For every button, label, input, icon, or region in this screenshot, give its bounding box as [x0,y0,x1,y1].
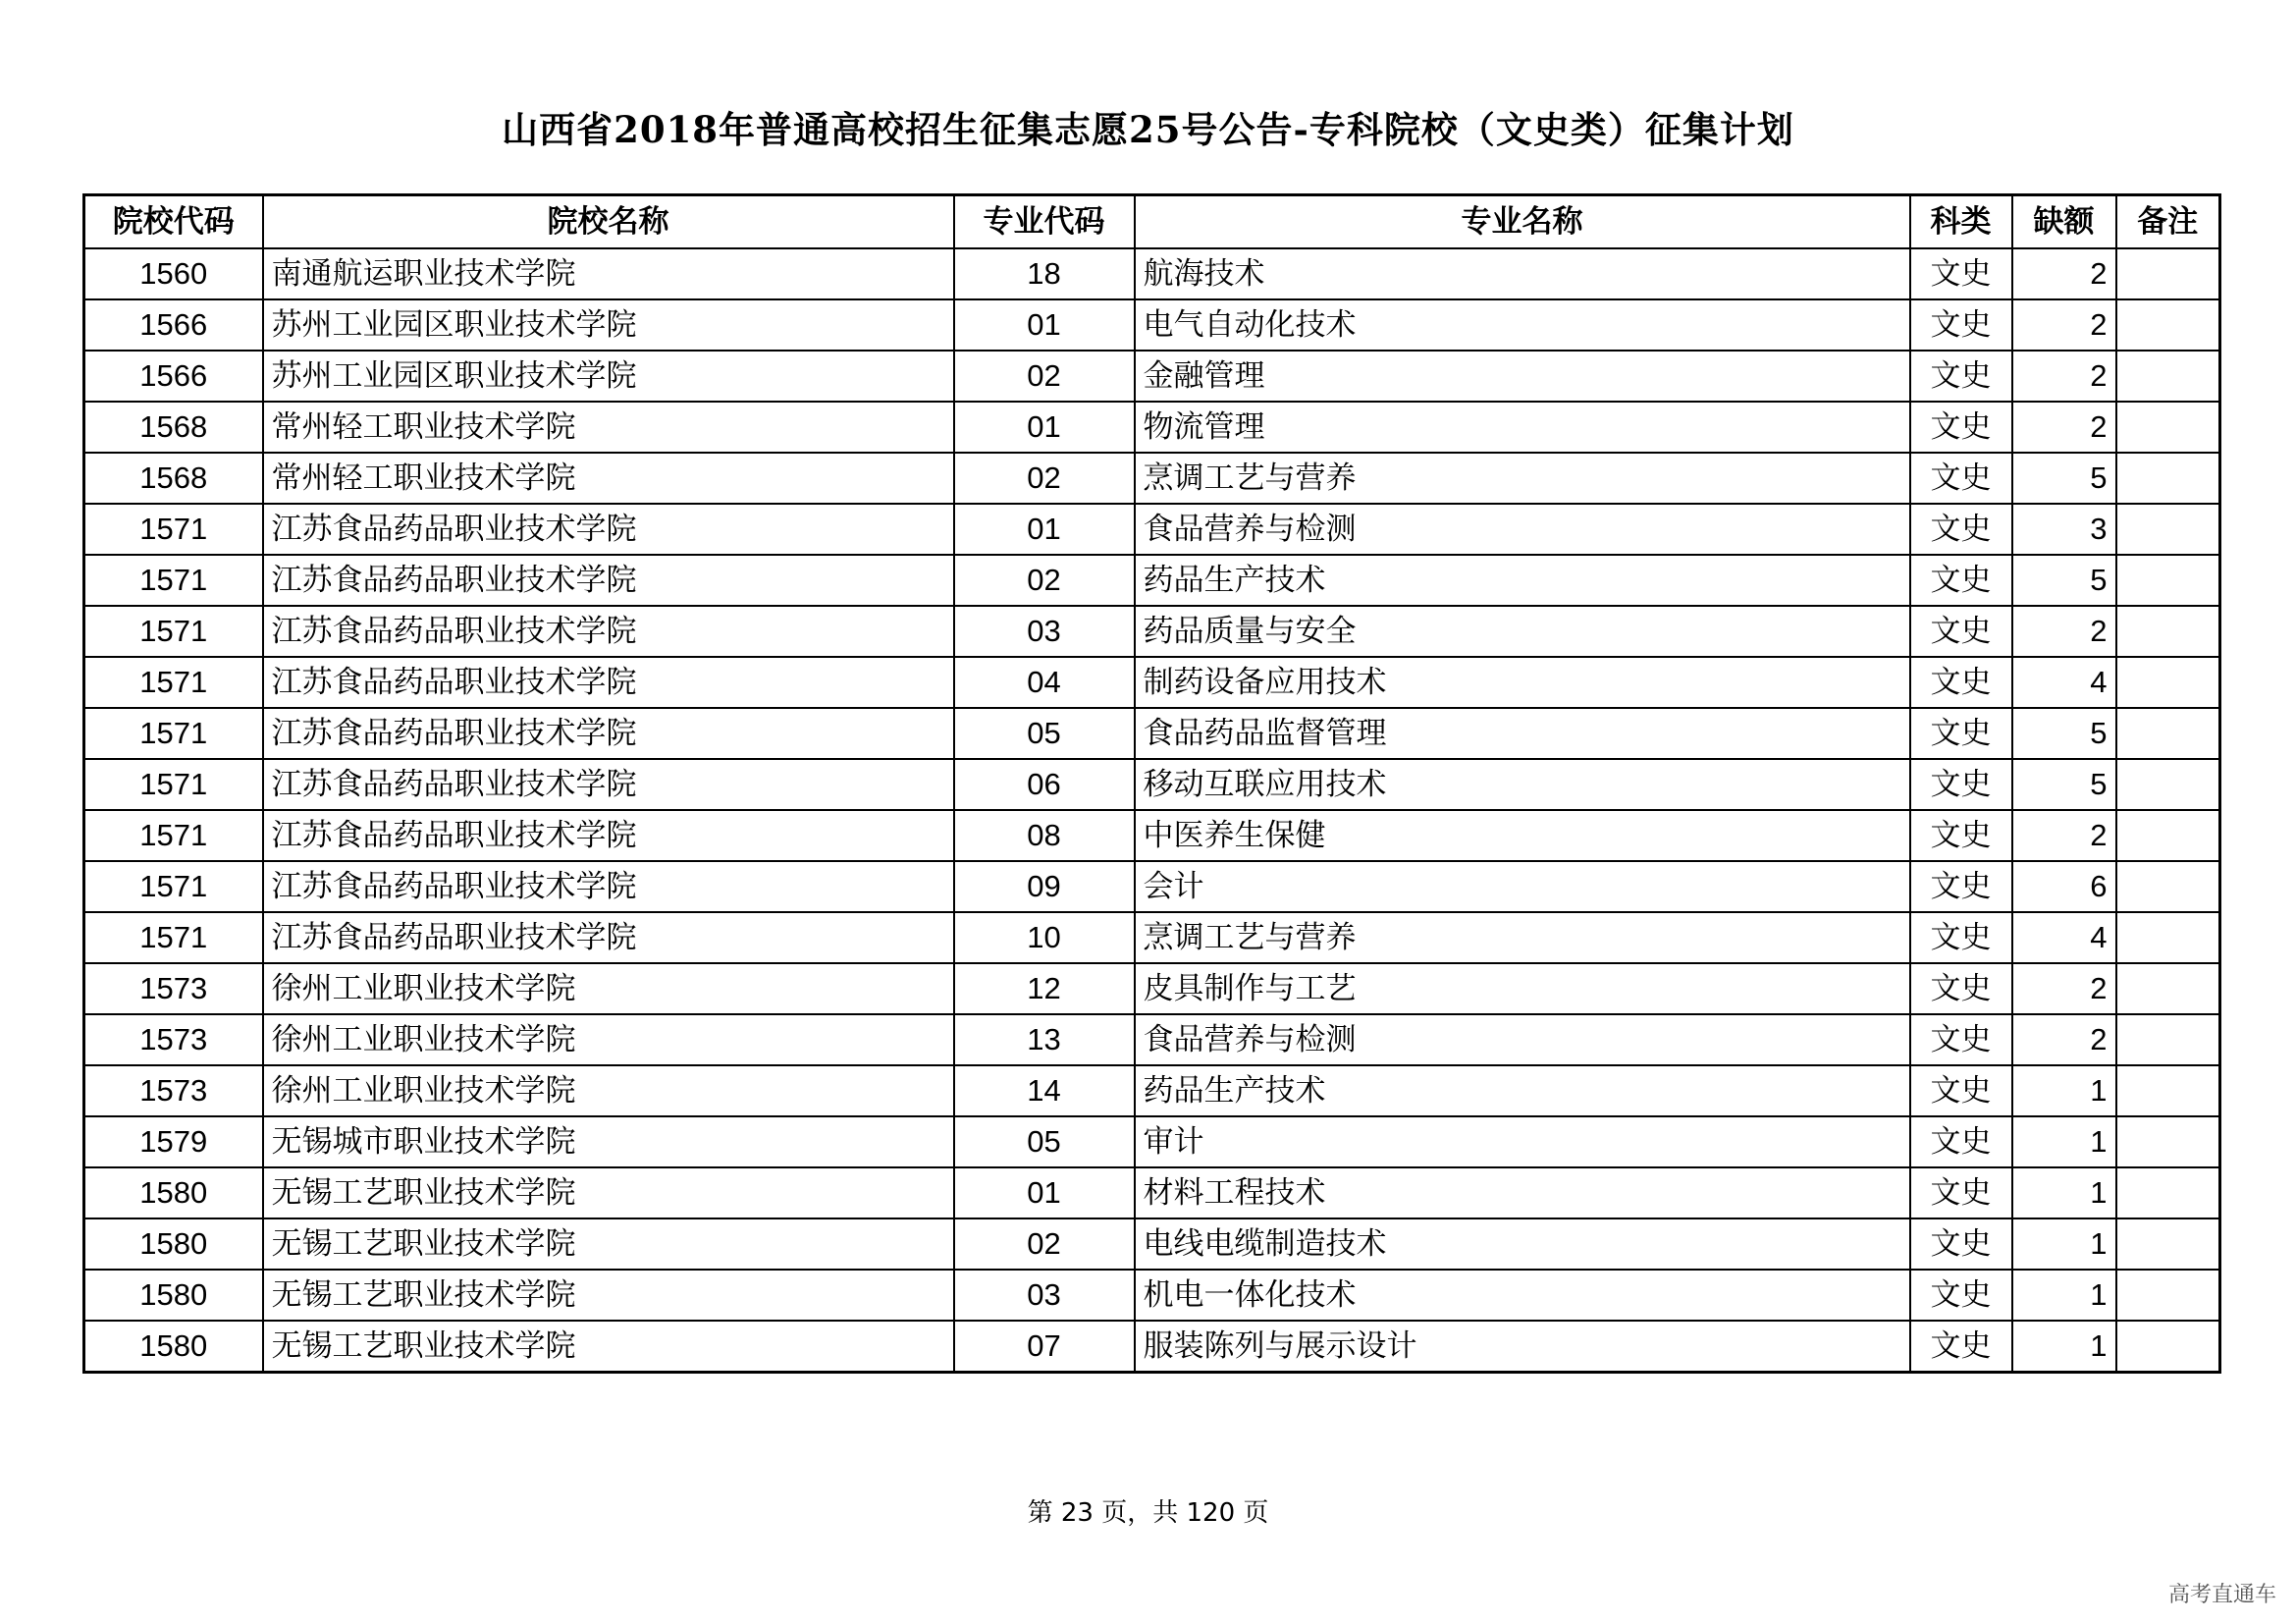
note-cell [2116,453,2220,504]
table-row [84,606,2220,657]
category-cell: 文史 [1910,657,2012,708]
major-name-cell: 药品生产技术 [1135,555,1910,606]
category-cell: 文史 [1910,555,2012,606]
major-name-cell: 航海技术 [1135,248,1910,299]
table-row [84,453,2220,504]
major-code-cell: 06 [954,759,1135,810]
category-cell: 文史 [1910,1321,2012,1373]
school-name-cell: 常州轻工职业技术学院 [263,402,954,453]
note-cell [2116,657,2220,708]
quota-cell: 2 [2012,1014,2116,1065]
major-name-cell: 食品营养与检测 [1135,504,1910,555]
quota-cell: 2 [2012,248,2116,299]
table-row [84,351,2220,402]
major-code-cell: 05 [954,1116,1135,1167]
note-cell [2116,299,2220,351]
category-cell: 文史 [1910,402,2012,453]
category-cell: 文史 [1910,1116,2012,1167]
note-cell [2116,555,2220,606]
school-name-cell: 江苏食品药品职业技术学院 [263,606,954,657]
quota-cell: 4 [2012,912,2116,963]
table-row [84,810,2220,861]
category-cell: 文史 [1910,912,2012,963]
note-cell [2116,810,2220,861]
note-cell [2116,248,2220,299]
header-school-name: 院校名称 [263,195,954,249]
school-code-cell: 1566 [84,299,263,351]
category-cell: 文史 [1910,708,2012,759]
quota-cell: 4 [2012,657,2116,708]
category-cell: 文史 [1910,1014,2012,1065]
school-name-cell: 苏州工业园区职业技术学院 [263,299,954,351]
table-row [84,1321,2220,1373]
quota-cell: 2 [2012,402,2116,453]
major-code-cell: 01 [954,504,1135,555]
major-name-cell: 电气自动化技术 [1135,299,1910,351]
quota-cell: 2 [2012,963,2116,1014]
school-name-cell: 无锡工艺职业技术学院 [263,1270,954,1321]
school-code-cell: 1571 [84,810,263,861]
note-cell [2116,1065,2220,1116]
quota-cell: 2 [2012,606,2116,657]
category-cell: 文史 [1910,1065,2012,1116]
note-cell [2116,1116,2220,1167]
major-name-cell: 会计 [1135,861,1910,912]
note-cell [2116,351,2220,402]
major-name-cell: 金融管理 [1135,351,1910,402]
major-code-cell: 10 [954,912,1135,963]
school-code-cell: 1571 [84,606,263,657]
category-cell: 文史 [1910,351,2012,402]
school-code-cell: 1573 [84,1065,263,1116]
school-name-cell: 徐州工业职业技术学院 [263,963,954,1014]
school-code-cell: 1580 [84,1167,263,1218]
major-code-cell: 03 [954,1270,1135,1321]
major-code-cell: 03 [954,606,1135,657]
note-cell [2116,1270,2220,1321]
school-name-cell: 江苏食品药品职业技术学院 [263,759,954,810]
major-code-cell: 02 [954,1218,1135,1270]
school-code-cell: 1579 [84,1116,263,1167]
quota-cell: 1 [2012,1218,2116,1270]
school-code-cell: 1571 [84,912,263,963]
table-row [84,555,2220,606]
major-name-cell: 烹调工艺与营养 [1135,912,1910,963]
major-code-cell: 04 [954,657,1135,708]
table-row [84,1167,2220,1218]
category-cell: 文史 [1910,810,2012,861]
quota-cell: 5 [2012,708,2116,759]
major-code-cell: 18 [954,248,1135,299]
major-code-cell: 01 [954,299,1135,351]
school-name-cell: 常州轻工职业技术学院 [263,453,954,504]
major-name-cell: 材料工程技术 [1135,1167,1910,1218]
major-name-cell: 制药设备应用技术 [1135,657,1910,708]
header-major-code: 专业代码 [954,195,1135,249]
header-quota: 缺额 [2012,195,2116,249]
major-code-cell: 02 [954,351,1135,402]
major-name-cell: 物流管理 [1135,402,1910,453]
school-name-cell: 无锡工艺职业技术学院 [263,1218,954,1270]
quota-cell: 5 [2012,555,2116,606]
quota-cell: 2 [2012,299,2116,351]
table-row [84,1270,2220,1321]
note-cell [2116,1014,2220,1065]
note-cell [2116,504,2220,555]
school-code-cell: 1573 [84,1014,263,1065]
major-code-cell: 05 [954,708,1135,759]
table-row [84,1218,2220,1270]
major-name-cell: 审计 [1135,1116,1910,1167]
school-code-cell: 1580 [84,1270,263,1321]
table-body [84,248,2220,1373]
category-cell: 文史 [1910,504,2012,555]
school-name-cell: 江苏食品药品职业技术学院 [263,912,954,963]
table-row [84,248,2220,299]
table-row [84,402,2220,453]
header-school-code: 院校代码 [84,195,263,249]
quota-cell: 5 [2012,759,2116,810]
school-name-cell: 江苏食品药品职业技术学院 [263,810,954,861]
category-cell: 文史 [1910,248,2012,299]
major-code-cell: 02 [954,453,1135,504]
school-code-cell: 1571 [84,504,263,555]
major-code-cell: 01 [954,402,1135,453]
category-cell: 文史 [1910,299,2012,351]
major-name-cell: 电线电缆制造技术 [1135,1218,1910,1270]
note-cell [2116,1218,2220,1270]
enrollment-plan-table [82,193,2221,1374]
major-name-cell: 皮具制作与工艺 [1135,963,1910,1014]
school-code-cell: 1571 [84,759,263,810]
school-name-cell: 江苏食品药品职业技术学院 [263,555,954,606]
school-code-cell: 1566 [84,351,263,402]
table-row [84,504,2220,555]
school-code-cell: 1573 [84,963,263,1014]
school-name-cell: 徐州工业职业技术学院 [263,1014,954,1065]
school-code-cell: 1571 [84,555,263,606]
note-cell [2116,861,2220,912]
school-code-cell: 1571 [84,861,263,912]
category-cell: 文史 [1910,1167,2012,1218]
category-cell: 文史 [1910,453,2012,504]
school-name-cell: 苏州工业园区职业技术学院 [263,351,954,402]
major-code-cell: 09 [954,861,1135,912]
quota-cell: 5 [2012,453,2116,504]
major-name-cell: 机电一体化技术 [1135,1270,1910,1321]
table-row [84,759,2220,810]
table-row [84,912,2220,963]
quota-cell: 3 [2012,504,2116,555]
table-row [84,299,2220,351]
table-row [84,1014,2220,1065]
school-name-cell: 江苏食品药品职业技术学院 [263,861,954,912]
school-code-cell: 1580 [84,1321,263,1373]
quota-cell: 2 [2012,810,2116,861]
page-title: 山西省2018年普通高校招生征集志愿25号公告-专科院校（文史类）征集计划 [502,108,1794,151]
category-cell: 文史 [1910,1218,2012,1270]
major-name-cell: 烹调工艺与营养 [1135,453,1910,504]
category-cell: 文史 [1910,759,2012,810]
quota-cell: 1 [2012,1167,2116,1218]
category-cell: 文史 [1910,1270,2012,1321]
table-header-row [84,195,2220,249]
school-name-cell: 江苏食品药品职业技术学院 [263,504,954,555]
table-row [84,1116,2220,1167]
watermark: 高考直通车 [2167,1583,2276,1607]
major-name-cell: 食品药品监督管理 [1135,708,1910,759]
table-row [84,657,2220,708]
school-name-cell: 无锡工艺职业技术学院 [263,1167,954,1218]
quota-cell: 1 [2012,1270,2116,1321]
major-code-cell: 13 [954,1014,1135,1065]
note-cell [2116,402,2220,453]
table-row [84,963,2220,1014]
school-name-cell: 江苏食品药品职业技术学院 [263,708,954,759]
note-cell [2116,606,2220,657]
major-name-cell: 移动互联应用技术 [1135,759,1910,810]
major-name-cell: 药品质量与安全 [1135,606,1910,657]
quota-cell: 1 [2012,1321,2116,1373]
category-cell: 文史 [1910,963,2012,1014]
note-cell [2116,1167,2220,1218]
note-cell [2116,759,2220,810]
note-cell [2116,963,2220,1014]
school-code-cell: 1571 [84,708,263,759]
header-note: 备注 [2116,195,2220,249]
school-code-cell: 1560 [84,248,263,299]
quota-cell: 2 [2012,351,2116,402]
table-row [84,861,2220,912]
school-name-cell: 徐州工业职业技术学院 [263,1065,954,1116]
quota-cell: 6 [2012,861,2116,912]
major-name-cell: 药品生产技术 [1135,1065,1910,1116]
quota-cell: 1 [2012,1065,2116,1116]
major-code-cell: 14 [954,1065,1135,1116]
school-name-cell: 南通航运职业技术学院 [263,248,954,299]
major-code-cell: 07 [954,1321,1135,1373]
major-code-cell: 01 [954,1167,1135,1218]
page-number: 第 23 页，共 120 页 [1027,1498,1269,1528]
note-cell [2116,1321,2220,1373]
header-category: 科类 [1910,195,2012,249]
school-code-cell: 1568 [84,453,263,504]
quota-cell: 1 [2012,1116,2116,1167]
school-name-cell: 江苏食品药品职业技术学院 [263,657,954,708]
major-code-cell: 08 [954,810,1135,861]
major-code-cell: 02 [954,555,1135,606]
table-row [84,1065,2220,1116]
major-name-cell: 中医养生保健 [1135,810,1910,861]
note-cell [2116,912,2220,963]
school-code-cell: 1580 [84,1218,263,1270]
header-major-name: 专业名称 [1135,195,1910,249]
table-row [84,708,2220,759]
school-code-cell: 1571 [84,657,263,708]
major-name-cell: 服装陈列与展示设计 [1135,1321,1910,1373]
school-name-cell: 无锡工艺职业技术学院 [263,1321,954,1373]
school-code-cell: 1568 [84,402,263,453]
major-name-cell: 食品营养与检测 [1135,1014,1910,1065]
major-code-cell: 12 [954,963,1135,1014]
category-cell: 文史 [1910,861,2012,912]
school-name-cell: 无锡城市职业技术学院 [263,1116,954,1167]
category-cell: 文史 [1910,606,2012,657]
note-cell [2116,708,2220,759]
